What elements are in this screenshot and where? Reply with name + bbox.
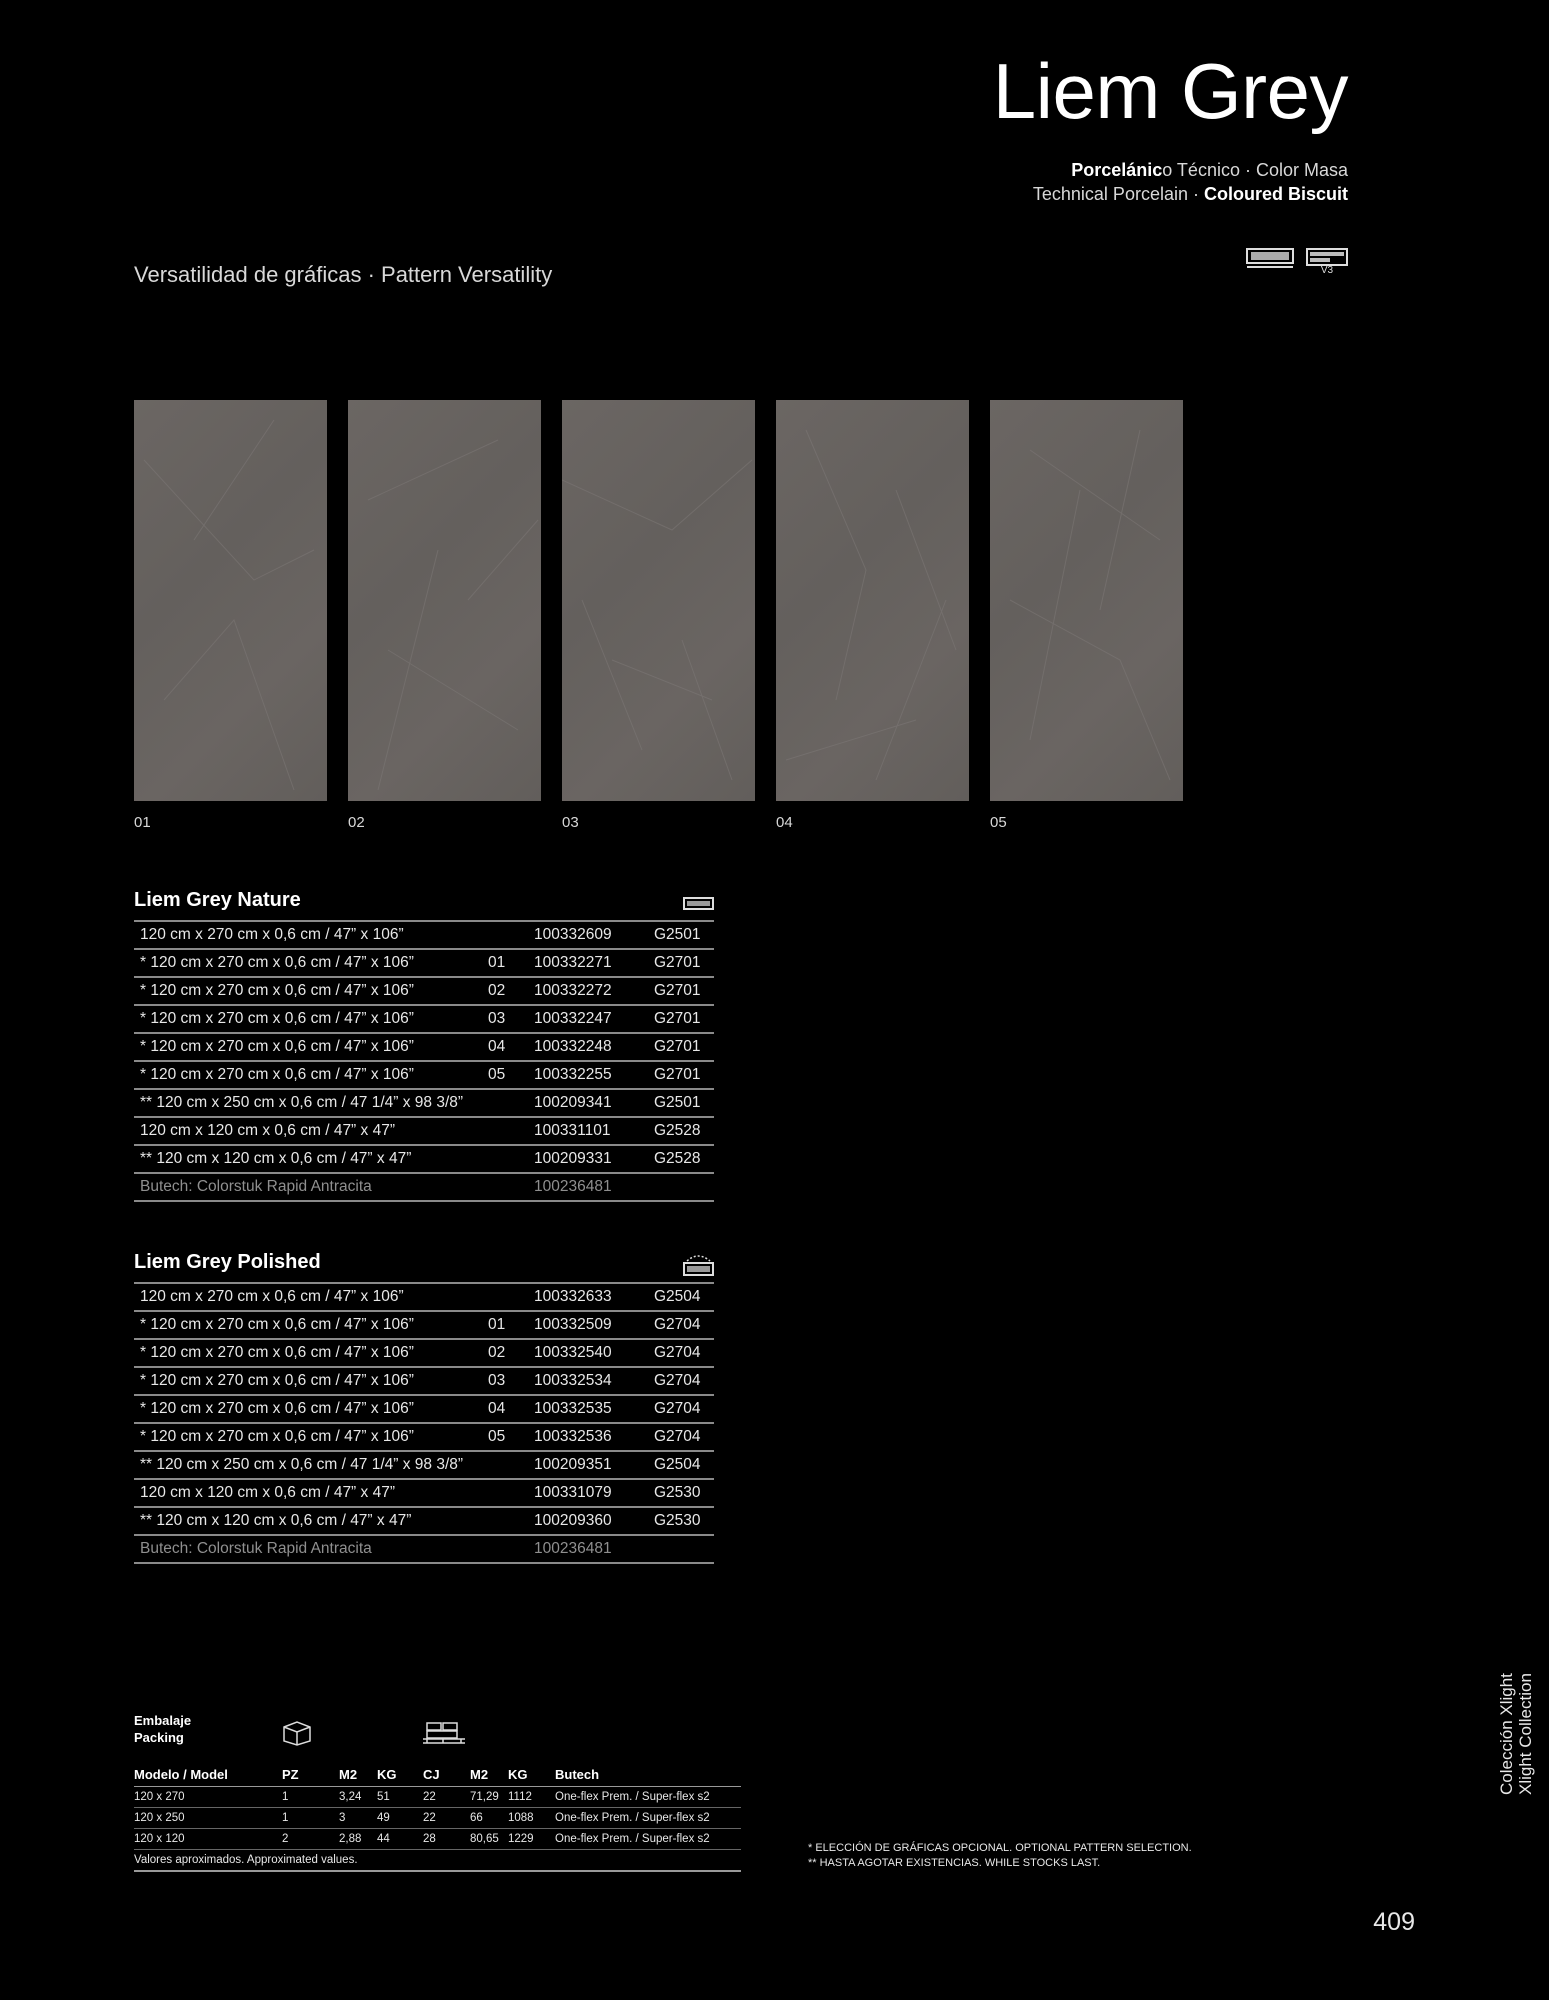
pack-cell: 1 [282,1787,339,1808]
nature-product-table [134,920,714,1202]
pack-cell: 66 [470,1808,508,1829]
grade-cell: G2530 [648,1507,714,1535]
pattern-tile-01 [134,400,327,801]
packing-table [134,1762,741,1872]
code-cell: 100209351 [528,1451,648,1479]
code-cell: 100332272 [528,977,648,1005]
butech-desc: Butech: Colorstuk Rapid Antracita [134,1173,488,1201]
grade-cell: G2528 [648,1145,714,1173]
page-title: Liem Grey [992,47,1348,135]
table-row [134,1395,714,1423]
pattern-cell: 05 [488,1423,528,1451]
butech-code: 100236481 [528,1535,648,1563]
grade-cell: G2504 [648,1451,714,1479]
pack-cell: 44 [377,1829,423,1850]
pattern-tile-02 [348,400,541,801]
grade-cell: G2501 [648,1089,714,1117]
code-cell: 100332536 [528,1423,648,1451]
pack-cell: 49 [377,1808,423,1829]
code-cell: 100209331 [528,1145,648,1173]
pack-cell: 22 [423,1787,470,1808]
code-cell: 100209360 [528,1507,648,1535]
code-cell: 100332535 [528,1395,648,1423]
pack-cell: 1 [282,1808,339,1829]
size-cell: ** 120 cm x 250 cm x 0,6 cm / 47 1/4” x 98 3/8” [134,1451,488,1479]
pack-cell: 80,65 [470,1829,508,1850]
code-cell: 100332247 [528,1005,648,1033]
pack-cell: 71,29 [470,1787,508,1808]
pattern-cell: 02 [488,977,528,1005]
polished-section-title: Liem Grey Polished [134,1251,321,1273]
size-cell: * 120 cm x 270 cm x 0,6 cm / 47” x 106” [134,1367,488,1395]
table-row [134,1005,714,1033]
table-row [134,1061,714,1089]
code-cell: 100332609 [528,921,648,949]
pattern-cell [488,921,528,949]
pattern-cell [488,1117,528,1145]
size-cell: * 120 cm x 270 cm x 0,6 cm / 47” x 106” [134,1005,488,1033]
col-header: PZ [282,1762,339,1787]
pattern-cell [488,1283,528,1311]
pack-cell: 2 [282,1829,339,1850]
code-cell: 100209341 [528,1089,648,1117]
pattern-cell: 04 [488,1395,528,1423]
pattern-versatility-heading: Versatilidad de gráficas · Pattern Versatility [134,262,553,287]
subtitle-rest: o Técnico · Color Masa [1162,160,1348,180]
butech-row [134,1173,714,1201]
pattern-cell [488,1089,528,1117]
pattern-cell [488,1145,528,1173]
nature-surface-icon [683,896,714,912]
grade-cell: G2704 [648,1339,714,1367]
col-header: M2 [470,1762,508,1787]
table-row [134,921,714,949]
code-cell: 100332255 [528,1061,648,1089]
size-cell: * 120 cm x 270 cm x 0,6 cm / 47” x 106” [134,1423,488,1451]
pattern-cell: 03 [488,1005,528,1033]
size-cell: 120 cm x 270 cm x 0,6 cm / 47” x 106” [134,921,488,949]
size-cell: ** 120 cm x 250 cm x 0,6 cm / 47 1/4” x 98 3/8” [134,1089,488,1117]
pack-cell: 1229 [508,1829,555,1850]
subtitle-spanish [1071,160,1348,181]
pack-cell: 3,24 [339,1787,377,1808]
table-row [134,1033,714,1061]
packing-label [134,1712,191,1746]
table-row [134,1451,714,1479]
nature-section-title: Liem Grey Nature [134,889,301,911]
grade-cell: G2701 [648,977,714,1005]
table-row [134,1145,714,1173]
table-row [134,1117,714,1145]
packing-header-row [134,1762,741,1787]
grade-cell: G2704 [648,1423,714,1451]
polished-product-table [134,1282,714,1564]
code-cell: 100332534 [528,1367,648,1395]
packing-label-es: Embalaje [134,1713,192,1728]
pattern-tile-04 [776,400,969,801]
pack-cell: 51 [377,1787,423,1808]
grade-cell: G2501 [648,921,714,949]
pack-cell: 3 [339,1808,377,1829]
collection-name-es: Colección Xlight [1497,1673,1516,1795]
polished-surface-icon [683,1252,714,1278]
grade-cell: G2701 [648,1033,714,1061]
code-cell: 100332509 [528,1311,648,1339]
size-cell: 120 cm x 120 cm x 0,6 cm / 47” x 47” [134,1117,488,1145]
pattern-cell: 03 [488,1367,528,1395]
grade-cell: G2704 [648,1395,714,1423]
butech-row [134,1535,714,1563]
butech-desc: Butech: Colorstuk Rapid Antracita [134,1535,488,1563]
col-header: Butech [555,1762,741,1787]
packing-label-en: Packing [134,1730,184,1745]
grade-cell: G2704 [648,1311,714,1339]
pattern-cell: 04 [488,1033,528,1061]
col-header: M2 [339,1762,377,1787]
pattern-tile-03 [562,400,755,801]
pattern-number: 04 [776,814,793,831]
size-cell: * 120 cm x 270 cm x 0,6 cm / 47” x 106” [134,1395,488,1423]
subtitle-bold-part: Coloured Biscuit [1203,184,1348,204]
size-cell: 120 cm x 120 cm x 0,6 cm / 47” x 47” [134,1479,488,1507]
pattern-cell: 01 [488,949,528,977]
table-row [134,1089,714,1117]
pallet-icon [421,1720,467,1746]
table-row [134,1423,714,1451]
grade-cell: G2704 [648,1367,714,1395]
pack-cell: One-flex Prem. / Super-flex s2 [555,1808,741,1829]
pack-cell: 28 [423,1829,470,1850]
size-cell: ** 120 cm x 120 cm x 0,6 cm / 47” x 47” [134,1507,488,1535]
grade-cell: G2701 [648,1005,714,1033]
grade-cell: G2701 [648,1061,714,1089]
size-cell: * 120 cm x 270 cm x 0,6 cm / 47” x 106” [134,1061,488,1089]
table-row [134,1339,714,1367]
packing-note-row [134,1850,741,1872]
table-row [134,1787,741,1808]
col-header: Modelo / Model [134,1762,282,1787]
pack-cell: One-flex Prem. / Super-flex s2 [555,1829,741,1850]
table-row [134,1507,714,1535]
pattern-cell [488,1451,528,1479]
code-cell: 100332633 [528,1283,648,1311]
pack-cell: 120 x 250 [134,1808,282,1829]
slab-format-icon [1246,248,1294,270]
grade-cell: G2504 [648,1283,714,1311]
footnote-optional-pattern: * ELECCIÓN DE GRÁFICAS OPCIONAL. OPTIONAL PATTERN SELECTION. [808,1842,1192,1854]
pattern-cell [488,1479,528,1507]
size-cell: * 120 cm x 270 cm x 0,6 cm / 47” x 106” [134,1339,488,1367]
grade-cell: G2528 [648,1117,714,1145]
v3-format-icon [1306,248,1348,276]
pattern-number: 05 [990,814,1007,831]
v3-label: V3 [1320,265,1334,276]
grade-cell: G2530 [648,1479,714,1507]
pack-cell: 120 x 270 [134,1787,282,1808]
pattern-number: 02 [348,814,365,831]
code-cell: 100332271 [528,949,648,977]
subtitle-bold-part: Porcelánic [1071,160,1163,180]
box-icon [281,1720,313,1746]
butech-code: 100236481 [528,1173,648,1201]
pattern-cell: 01 [488,1311,528,1339]
pattern-number: 03 [562,814,579,831]
pattern-tile-05 [990,400,1183,801]
pack-cell: 22 [423,1808,470,1829]
pack-cell: One-flex Prem. / Super-flex s2 [555,1787,741,1808]
size-cell: * 120 cm x 270 cm x 0,6 cm / 47” x 106” [134,949,488,977]
subtitle-normal-part: Technical Porcelain · [1032,184,1204,204]
col-header: KG [377,1762,423,1787]
pattern-cell: 02 [488,1339,528,1367]
collection-name-en: Xlight Collection [1516,1673,1535,1795]
subtitle-english [1033,184,1348,205]
table-row [134,977,714,1005]
pattern-number: 01 [134,814,151,831]
pattern-cell: 05 [488,1061,528,1089]
size-cell: * 120 cm x 270 cm x 0,6 cm / 47” x 106” [134,1311,488,1339]
col-header: CJ [423,1762,470,1787]
size-cell: * 120 cm x 270 cm x 0,6 cm / 47” x 106” [134,977,488,1005]
size-cell: ** 120 cm x 120 cm x 0,6 cm / 47” x 47” [134,1145,488,1173]
packing-note: Valores aproximados. Approximated values. [134,1850,741,1872]
pack-cell: 1088 [508,1808,555,1829]
size-cell: * 120 cm x 270 cm x 0,6 cm / 47” x 106” [134,1033,488,1061]
page-number: 409 [1373,1908,1415,1936]
table-row [134,1808,741,1829]
pattern-cell [488,1507,528,1535]
table-row [134,1367,714,1395]
format-icons [1246,248,1348,276]
footnote-stocks: ** HASTA AGOTAR EXISTENCIAS. WHILE STOCKS LAST. [808,1857,1101,1869]
pack-cell: 2,88 [339,1829,377,1850]
table-row [134,949,714,977]
code-cell: 100331079 [528,1479,648,1507]
pack-cell: 120 x 120 [134,1829,282,1850]
grade-cell: G2701 [648,949,714,977]
code-cell: 100332540 [528,1339,648,1367]
code-cell: 100331101 [528,1117,648,1145]
table-row [134,1283,714,1311]
table-row [134,1479,714,1507]
col-header: KG [508,1762,555,1787]
pack-cell: 1112 [508,1787,555,1808]
table-row [134,1829,741,1850]
code-cell: 100332248 [528,1033,648,1061]
size-cell: 120 cm x 270 cm x 0,6 cm / 47” x 106” [134,1283,488,1311]
table-row [134,1311,714,1339]
